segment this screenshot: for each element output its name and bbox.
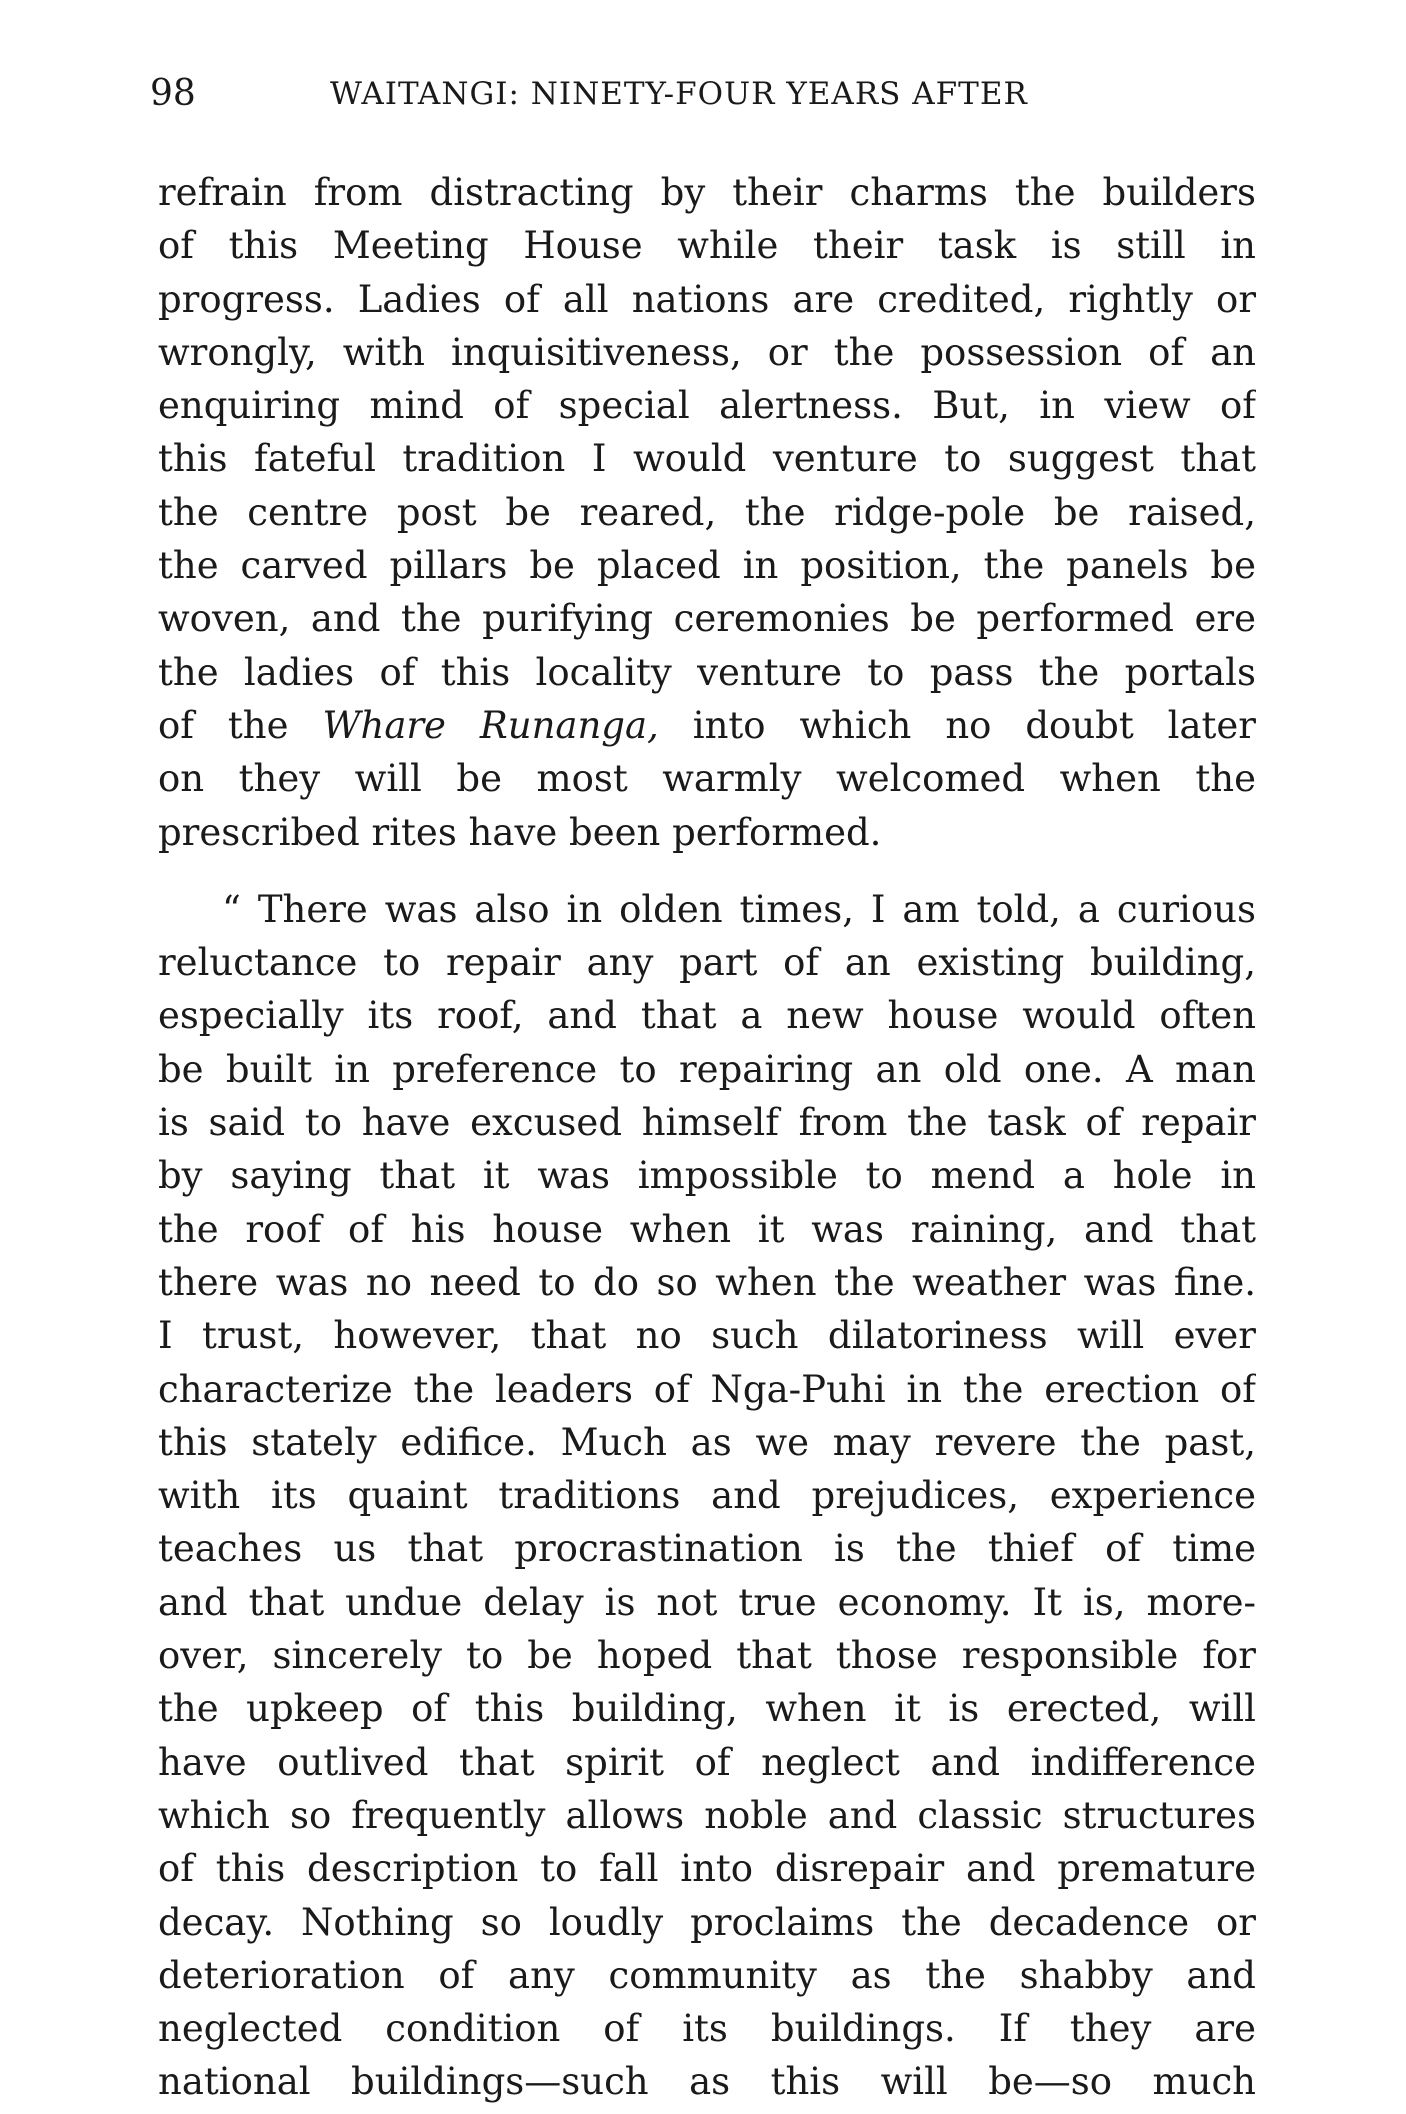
text-line: deterioration of any community as the shabby and — [158, 1953, 1256, 1997]
text-line: this stately edifice. Much as we may revere the past, — [158, 1420, 1256, 1464]
italic-term-whare-runanga: Whare Runanga, — [322, 703, 659, 747]
text-line: on they will be most warmly welcomed when the — [158, 757, 1256, 801]
text-line: be built in preference to repairing an old one. A man — [158, 1047, 1256, 1091]
text-line: there was no need to do so when the weather was fine. — [158, 1260, 1256, 1304]
text-line: decay. Nothing so loudly proclaims the decadence or — [158, 1900, 1256, 1944]
text-line: the carved pillars be placed in position, the panels be — [158, 544, 1256, 588]
text-line: which so frequently allows noble and classic structures — [158, 1793, 1256, 1837]
text-line: over, sincerely to be hoped that those responsible for — [158, 1634, 1256, 1678]
page-number: 98 — [150, 73, 196, 114]
text-line: refrain from distracting by their charms the builders — [158, 171, 1256, 214]
text-line: especially its roof, and that a new house would often — [158, 994, 1256, 1038]
text-line: prescribed rites have been performed. — [158, 810, 882, 854]
text-line: “ There was also in olden times, I am told, a curious — [222, 887, 1256, 931]
text-line: reluctance to repair any part of an existing building, — [158, 941, 1256, 985]
text-line: the roof of his house when it was raining, and that — [158, 1207, 1256, 1251]
text-line: wrongly, with inquisitiveness, or the possession of an — [158, 330, 1256, 374]
text-line: I trust, however, that no such dilatoriness will ever — [158, 1314, 1256, 1358]
text-line: this fateful tradition I would venture to suggest that — [158, 437, 1256, 481]
text-segment: of the — [158, 703, 289, 747]
text-line: and that undue delay is not true economy. It is, more- — [158, 1580, 1256, 1624]
text-line: the ladies of this locality venture to pass the portals — [158, 650, 1256, 694]
text-line-with-italic — [158, 699, 1256, 752]
running-title: WAITANGI: NINETY-FOUR YEARS AFTER — [330, 76, 1028, 112]
text-line: national buildings—such as this will be—so much — [158, 2060, 1256, 2104]
text-line: teaches us that procrastination is the thief of time — [158, 1527, 1256, 1571]
text-segment: into which no doubt later — [692, 703, 1256, 747]
text-line: characterize the leaders of Nga-Puhi in the erection of — [158, 1367, 1256, 1411]
text-line: with its quaint traditions and prejudices, experience — [158, 1474, 1256, 1518]
text-line: woven, and the purifying ceremonies be performed ere — [158, 597, 1256, 641]
text-line: of this Meeting House while their task is still in — [158, 224, 1256, 268]
text-line: of this description to fall into disrepair and premature — [158, 1847, 1256, 1891]
text-line: by saying that it was impossible to mend a hole in — [158, 1154, 1256, 1198]
text-line: have outlived that spirit of neglect and indifference — [158, 1740, 1256, 1784]
text-line: is said to have excused himself from the task of repair — [158, 1101, 1256, 1145]
paragraph-1 — [158, 166, 1256, 859]
body-text — [158, 166, 1256, 2109]
text-line: the upkeep of this building, when it is erected, will — [158, 1687, 1256, 1731]
paragraph-gap — [158, 859, 1256, 883]
text-line: neglected condition of its buildings. If they are — [158, 2007, 1256, 2051]
running-head — [150, 64, 1256, 124]
text-line: the centre post be reared, the ridge-pole be raised, — [158, 490, 1256, 534]
paragraph-2 — [158, 883, 1256, 2109]
text-line: enquiring mind of special alertness. But, in view of — [158, 384, 1256, 428]
text-line: progress. Ladies of all nations are credited, rightly or — [158, 277, 1256, 321]
